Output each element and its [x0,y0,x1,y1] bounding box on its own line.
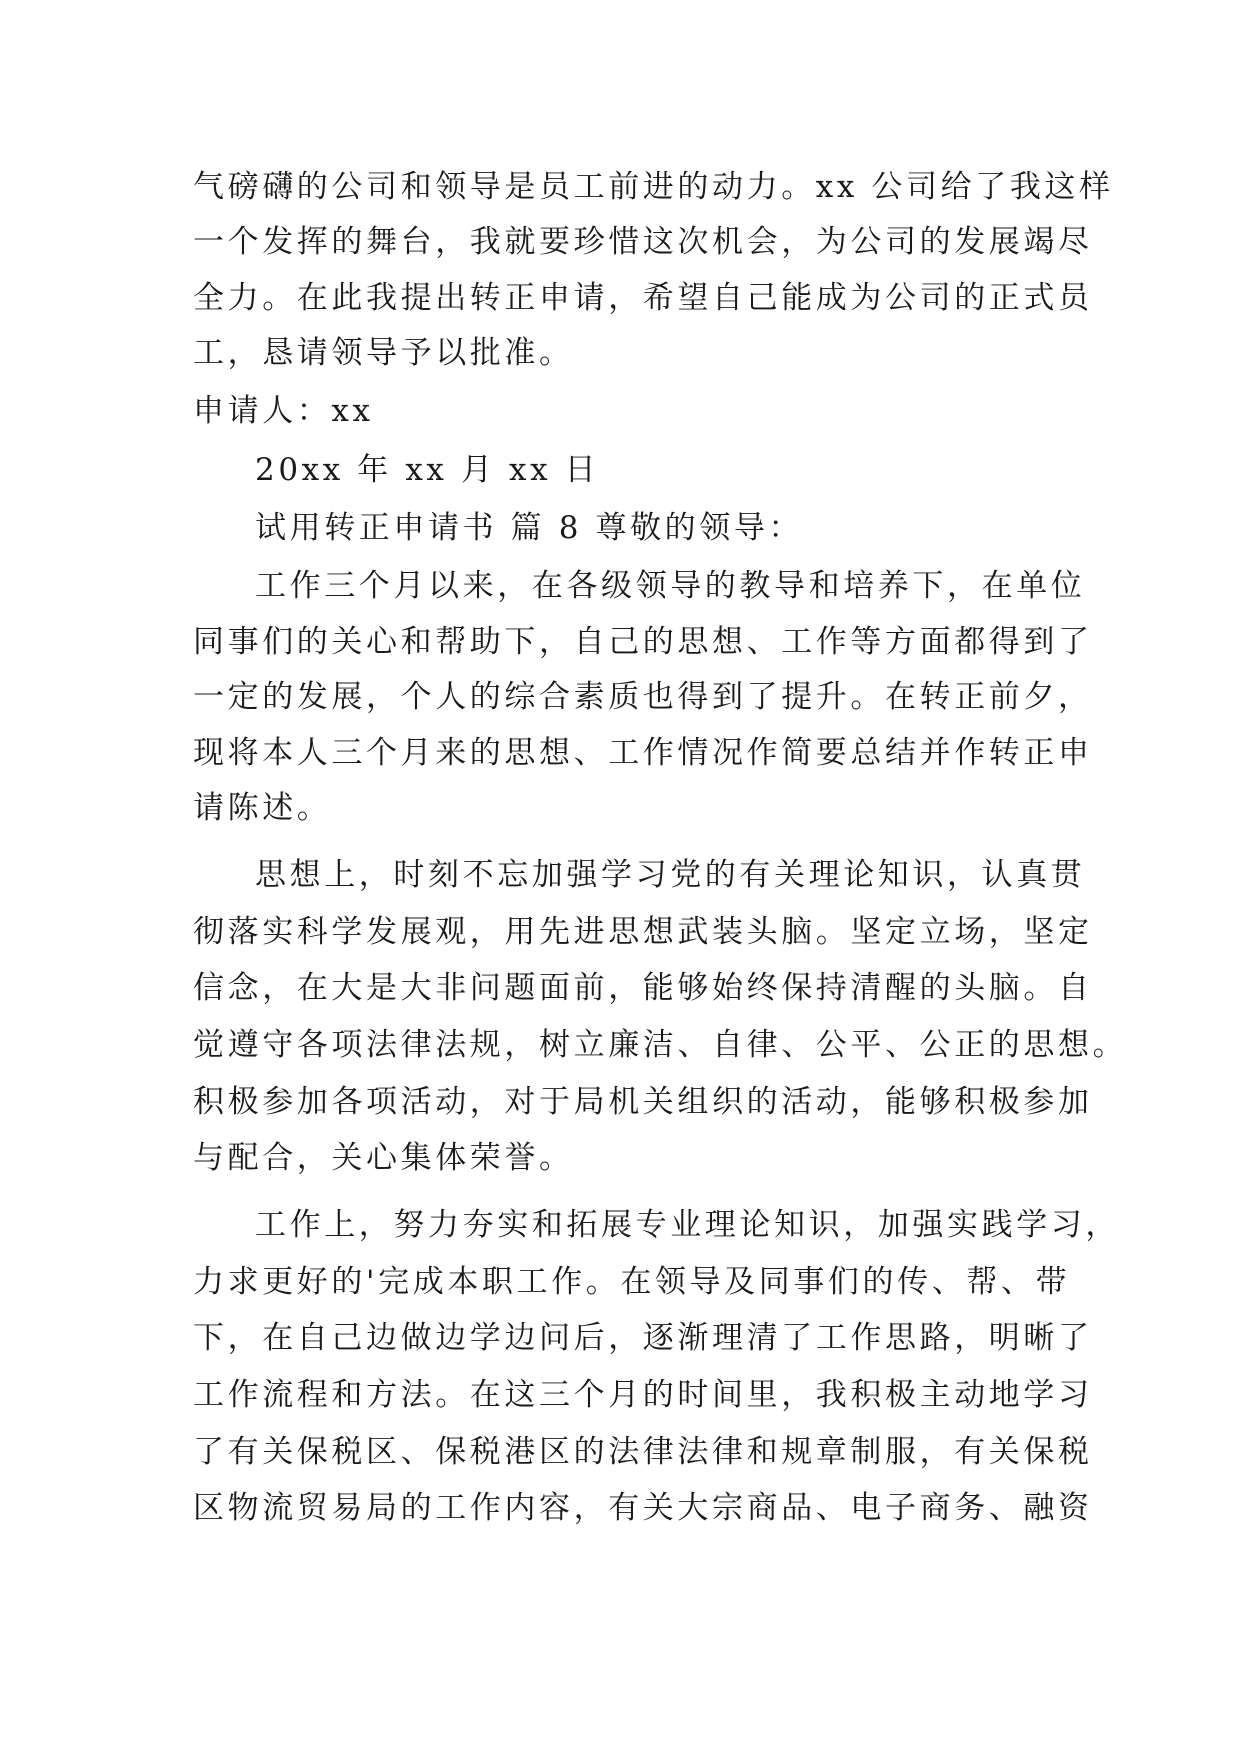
text-line: 下，在自己边做边学边问后，逐渐理清了工作思路，明晰了 [193,1320,1093,1356]
text-line: 觉遵守各项法律法规，树立廉洁、自律、公平、公正的思想。 [193,1027,1128,1063]
text-line: 全力。在此我提出转正申请，希望自己能成为公司的正式员 [193,280,1093,316]
text-line: 区物流贸易局的工作内容，有关大宗商品、电子商务、融资 [193,1490,1093,1526]
text-line: 工，恳请领导予以批准。 [193,335,574,371]
section-heading: 试用转正申请书 篇 8 尊敬的领导： [255,510,804,546]
text-line: 请陈述。 [193,790,332,826]
text-line: 彻落实科学发展观，用先进思想武装头脑。坚定立场，坚定 [193,914,1093,950]
date-line: 20xx 年 xx 月 xx 日 [255,452,600,488]
text-line: 一定的发展，个人的综合素质也得到了提升。在转正前夕， [193,679,1093,715]
text-line: 气磅礴的公司和领导是员工前进的动力。xx 公司给了我这样 [193,169,1114,205]
text-line: 一个发挥的舞台，我就要珍惜这次机会，为公司的发展竭尽 [193,224,1093,260]
text-line: 工作三个月以来，在各级领导的教导和培养下，在单位 [255,568,1086,604]
text-line: 现将本人三个月来的思想、工作情况作简要总结并作转正申 [193,735,1093,771]
text-line: 工作上，努力夯实和拓展专业理论知识，加强实践学习， [255,1207,1120,1243]
text-line: 积极参加各项活动，对于局机关组织的活动，能够积极参加 [193,1084,1093,1120]
text-line: 信念，在大是大非问题面前，能够始终保持清醒的头脑。自 [193,970,1093,1006]
text-line: 工作流程和方法。在这三个月的时间里，我积极主动地学习 [193,1377,1093,1413]
applicant-line: 申请人：xx [193,393,374,429]
text-line: 思想上，时刻不忘加强学习党的有关理论知识，认真贯 [255,857,1086,893]
text-line: 与配合，关心集体荣誉。 [193,1140,574,1176]
text-line: 了有关保税区、保税港区的法律法律和规章制服，有关保税 [193,1434,1093,1470]
text-line: 力求更好的'完成本职工作。在领导及同事们的传、帮、带 [193,1264,1071,1300]
text-line: 同事们的关心和帮助下，自己的思想、工作等方面都得到了 [193,624,1093,660]
